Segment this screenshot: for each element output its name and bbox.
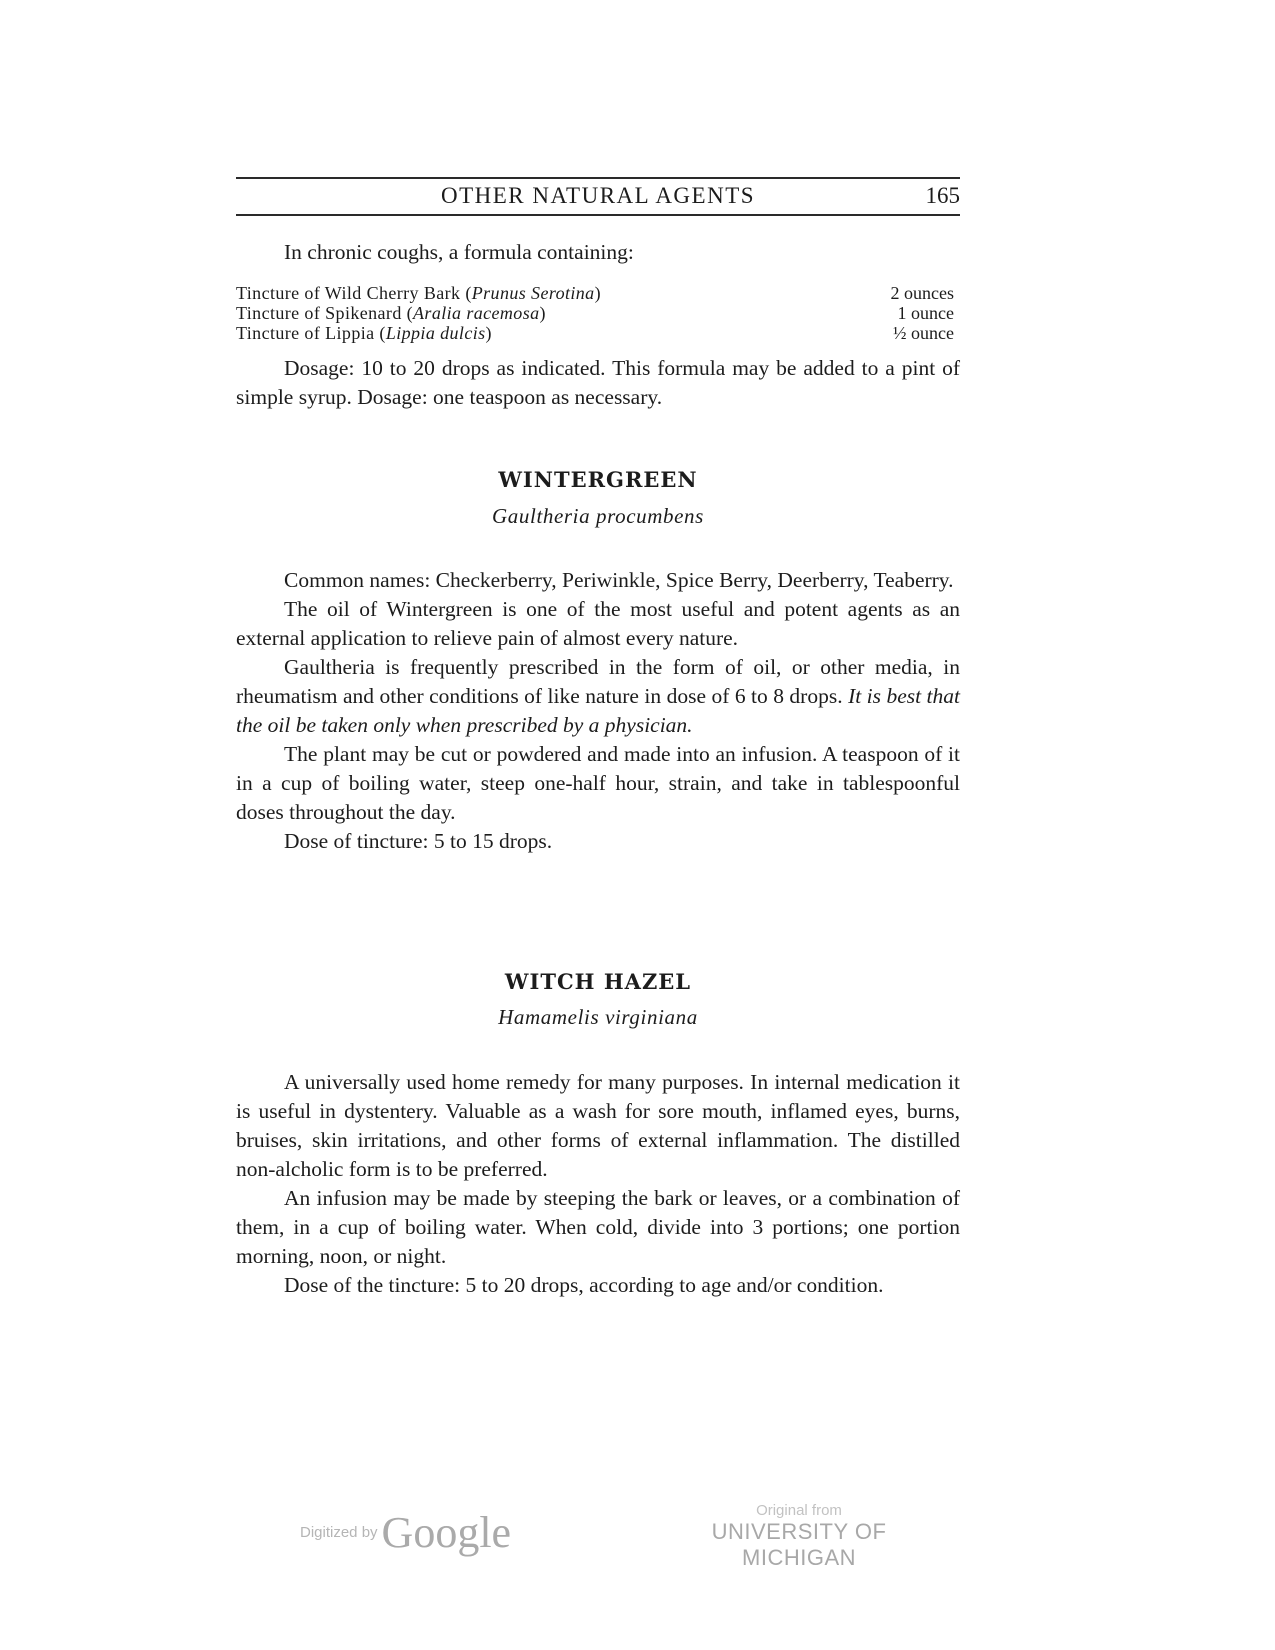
witch-hazel-paragraph: An infusion may be made by steeping the bark or leaves, or a combination of them, in a cup of boiling water. When cold, divide into 3 portions; one portion morning, noon, or night. — [236, 1186, 960, 1268]
wintergreen-heading: WINTERGREEN — [498, 467, 698, 492]
formula-ingredient — [236, 303, 546, 323]
wintergreen-paragraph — [236, 653, 960, 740]
wintergreen-latin-name: Gaultheria procumbens — [492, 504, 704, 528]
wintergreen-paragraph: The oil of Wintergreen is one of the most useful and potent agents as an external application to relieve pain of almost every nature. — [236, 597, 960, 650]
ingredient-name: Tincture of Lippia ( — [236, 323, 386, 343]
header-rule-bottom — [236, 214, 960, 216]
wintergreen-dose-text: Gaultheria is frequently prescribed in the form of oil, or other media, in rheumatism and other conditions of like nature in dose of 6 to 8 drops. — [236, 655, 960, 708]
ingredient-close: ) — [485, 323, 492, 343]
wintergreen-tincture-dose: Dose of tincture: 5 to 15 drops. — [284, 829, 553, 853]
formula-dosage-block — [236, 354, 960, 412]
wintergreen-body — [236, 566, 960, 856]
institution-name: UNIVERSITY OF MICHIGAN — [711, 1519, 887, 1570]
formula-row — [236, 303, 960, 323]
ingredient-latin: Lippia dulcis — [385, 323, 486, 343]
formula-list — [236, 283, 960, 343]
ingredient-name: Tincture of Spikenard ( — [236, 303, 414, 323]
original-from-watermark — [668, 1502, 930, 1571]
formula-quantity: 2 ounces — [890, 283, 954, 303]
book-page — [236, 0, 960, 1650]
wintergreen-warning: It is best that the oil be taken only when prescribed by a physician. — [236, 684, 960, 737]
ingredient-latin: Prunus Serotina — [471, 283, 595, 303]
formula-ingredient — [236, 323, 492, 343]
formula-row — [236, 323, 960, 343]
header-rule-top — [236, 177, 960, 179]
ingredient-name: Tincture of Wild Cherry Bark ( — [236, 283, 472, 303]
wintergreen-common-names: Common names: Checkerberry, Periwinkle, Spice Berry, Deerberry, Teaberry. — [284, 568, 954, 592]
formula-ingredient — [236, 283, 601, 303]
witch-hazel-paragraph: A universally used home remedy for many purposes. In internal medication it is useful in dystentery. Valuable as a wash for sore mouth, inflamed eyes, burns, bruises, skin irritations, and other forms of external inflammation. The distilled non-alcholic form is to be preferred. — [236, 1070, 960, 1181]
digitized-by-text: Digitized by — [300, 1524, 378, 1541]
formula-intro-text: In chronic coughs, a formula containing: — [284, 240, 634, 264]
ingredient-latin: Aralia racemosa — [413, 303, 540, 323]
formula-row — [236, 283, 960, 303]
formula-quantity: 1 ounce — [897, 303, 954, 323]
witch-hazel-body — [236, 1068, 960, 1300]
ingredient-close: ) — [539, 303, 546, 323]
wintergreen-paragraph: The plant may be cut or powdered and made into an infusion. A teaspoon of it in a cup of boiling water, steep one-half hour, strain, and take in tablespoonful doses throughout the day. — [236, 742, 960, 824]
witch-hazel-tincture-dose: Dose of the tincture: 5 to 20 drops, according to age and/or condition. — [284, 1273, 884, 1297]
formula-dosage: Dosage: 10 to 20 drops as indicated. This formula may be added to a pint of simple syrup. Dosage: one teaspoon as necessary. — [236, 356, 960, 409]
running-head — [236, 180, 960, 212]
witch-hazel-latin-name: Hamamelis virginiana — [498, 1005, 698, 1029]
running-head-title: OTHER NATURAL AGENTS — [440, 183, 756, 208]
witch-hazel-heading: WITCH HAZEL — [504, 969, 692, 994]
ingredient-close: ) — [594, 283, 601, 303]
page-number: 165 — [925, 183, 960, 208]
formula-quantity: ½ ounce — [893, 323, 954, 343]
google-logo: Google — [381, 1508, 512, 1557]
formula-intro — [236, 238, 960, 267]
original-from-text: Original from — [756, 1502, 842, 1519]
digitized-by-google-watermark — [300, 1507, 511, 1558]
